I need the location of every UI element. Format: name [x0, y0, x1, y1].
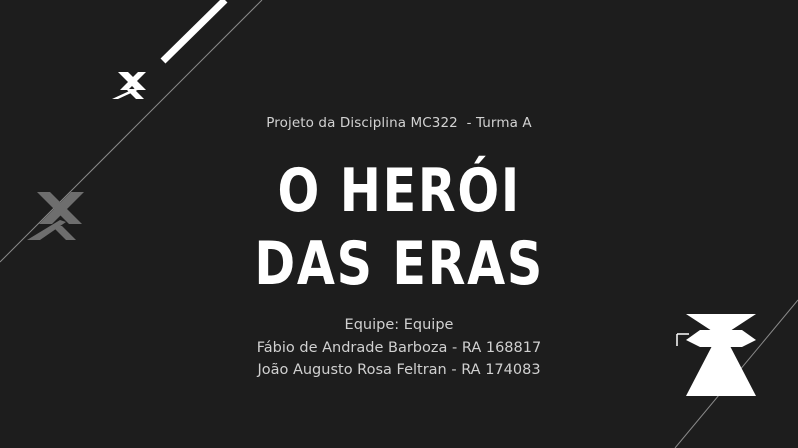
diagonal-bar-top	[163, 0, 225, 61]
course-subtitle: Projeto da Disciplina MC322 - Turma A	[266, 115, 532, 131]
team-member-2: João Augusto Rosa Feltran - RA 174083	[257, 362, 541, 378]
diagonal-line-left	[0, 0, 262, 262]
team-member-1: Fábio de Andrade Barboza - RA 168817	[256, 339, 542, 356]
title-line-1: O HERÓI	[277, 156, 521, 226]
team-label: Equipe: Equipe	[344, 317, 454, 333]
title-line-2: DAS ERAS	[254, 229, 544, 299]
x-mark-icon	[112, 72, 146, 99]
team-block	[0, 314, 798, 382]
